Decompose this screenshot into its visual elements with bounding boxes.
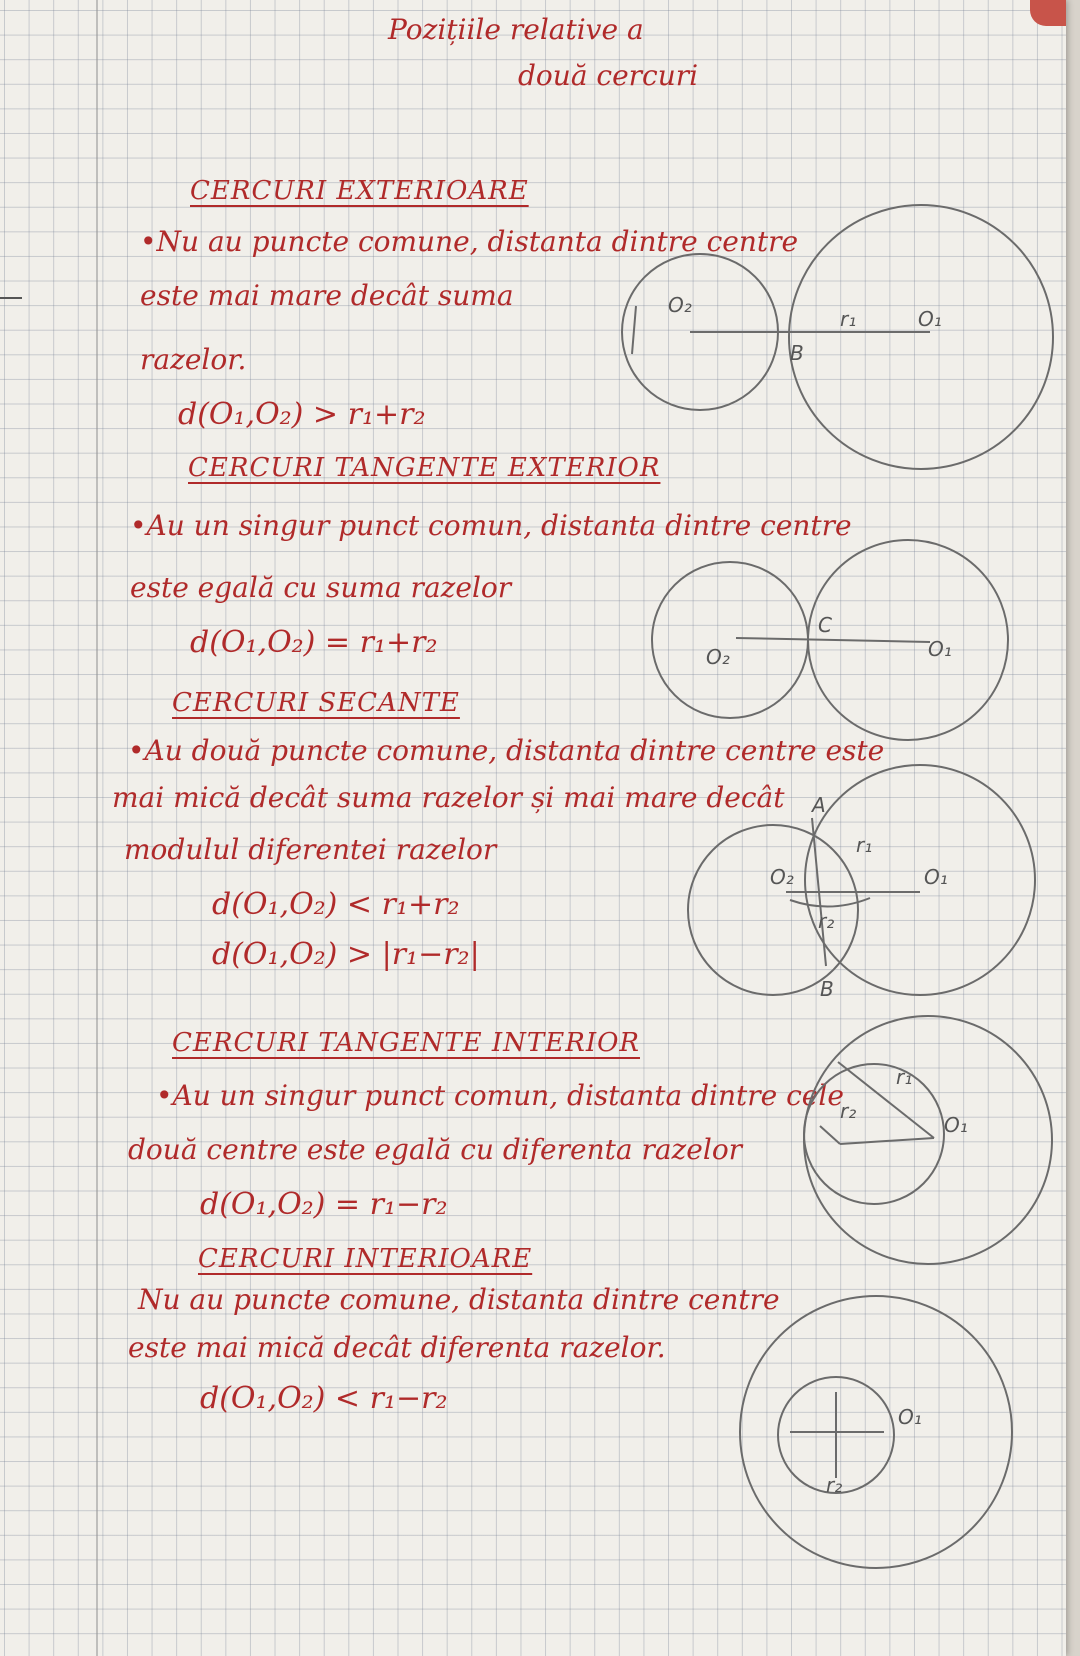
section-2-line-2: este egală cu suma razelor (130, 571, 512, 604)
section-2-line-1: •Au un singur punct comun, distanta dintre centre (130, 509, 852, 542)
label-r2-tangent-int: r₂ (840, 1099, 857, 1123)
section-3-line-3: modulul diferentei razelor (124, 833, 497, 866)
section-2-formula-1: d(O₁,O₂) = r₁+r₂ (190, 625, 438, 660)
section-heading-secante: CERCURI SECANTE (172, 688, 460, 718)
secant-circle-o1 (805, 765, 1035, 995)
label-o2-tangent: O₂ (706, 645, 730, 669)
diagram-tangent-interior (804, 1016, 1052, 1264)
label-r1-tangent-int: r₁ (896, 1065, 913, 1089)
section-heading-tangente-exterior: CERCURI TANGENTE EXTERIOR (188, 453, 661, 483)
label-o1-interior: O₁ (898, 1405, 922, 1429)
label-r2-secant: r₂ (818, 909, 835, 933)
tangent-int-circle-o1 (804, 1016, 1052, 1264)
section-3-formula-1: d(O₁,O₂) < r₁+r₂ (212, 887, 460, 922)
section-heading-interioare: CERCURI INTERIOARE (198, 1244, 533, 1274)
label-o1-tangent-int: O₁ (944, 1113, 968, 1137)
section-5-line-2: este mai mică decât diferenta razelor. (128, 1331, 666, 1364)
title-line-2: două cercuri (518, 59, 699, 92)
tangent-ext-center-line (736, 638, 930, 642)
label-r2-interior: r₂ (826, 1473, 843, 1497)
label-r1-secant: r₁ (856, 833, 873, 857)
section-heading-exterioare: CERCURI EXTERIOARE (190, 176, 529, 206)
section-3-formula-2: d(O₁,O₂) > |r₁−r₂| (212, 937, 480, 972)
label-o2-exterior: O₂ (668, 293, 692, 317)
section-1-line-2: este mai mare decât suma (140, 279, 514, 312)
section-3-line-2: mai mică decât suma razelor și mai mare decât (112, 781, 785, 814)
label-o1-tangent: O₁ (928, 637, 952, 661)
tangent-int-circle-o2 (804, 1064, 944, 1204)
section-1-formula-1: d(O₁,O₂) > r₁+r₂ (178, 397, 426, 432)
section-1-line-1: •Nu au puncte comune, distanta dintre centre (140, 225, 799, 258)
title-line-1: Pozițiile relative a (388, 13, 644, 46)
label-a-secant: A (812, 793, 826, 817)
label-o1-exterior: O₁ (918, 307, 942, 331)
section-3-line-1: •Au două puncte comune, distanta dintre centre este (128, 734, 885, 767)
diagram-tangent-exterior (652, 540, 1008, 740)
section-5-formula-1: d(O₁,O₂) < r₁−r₂ (200, 1381, 448, 1416)
label-b-secant: B (820, 977, 834, 1001)
section-4-formula-1: d(O₁,O₂) = r₁−r₂ (200, 1187, 448, 1222)
exterior-circle-o1 (789, 205, 1053, 469)
diagram-exterior-circles (622, 205, 1053, 469)
diagram-secant (688, 765, 1035, 995)
diagram-interior (740, 1296, 1012, 1568)
label-o1-secant: O₁ (924, 865, 948, 889)
label-r1-exterior: r₁ (840, 307, 857, 331)
section-4-line-1: •Au un singur punct comun, distanta dintre cele (156, 1079, 844, 1112)
section-heading-tangente-interior: CERCURI TANGENTE INTERIOR (172, 1028, 640, 1058)
section-4-line-2: două centre este egală cu diferenta razelor (128, 1133, 743, 1166)
section-5-line-1: Nu au puncte comune, distanta dintre centre (138, 1283, 780, 1316)
section-1-line-3: razelor. (140, 343, 247, 376)
label-c-tangent: C (818, 613, 832, 637)
label-o2-secant: O₂ (770, 865, 794, 889)
label-b-exterior: B (790, 341, 804, 365)
